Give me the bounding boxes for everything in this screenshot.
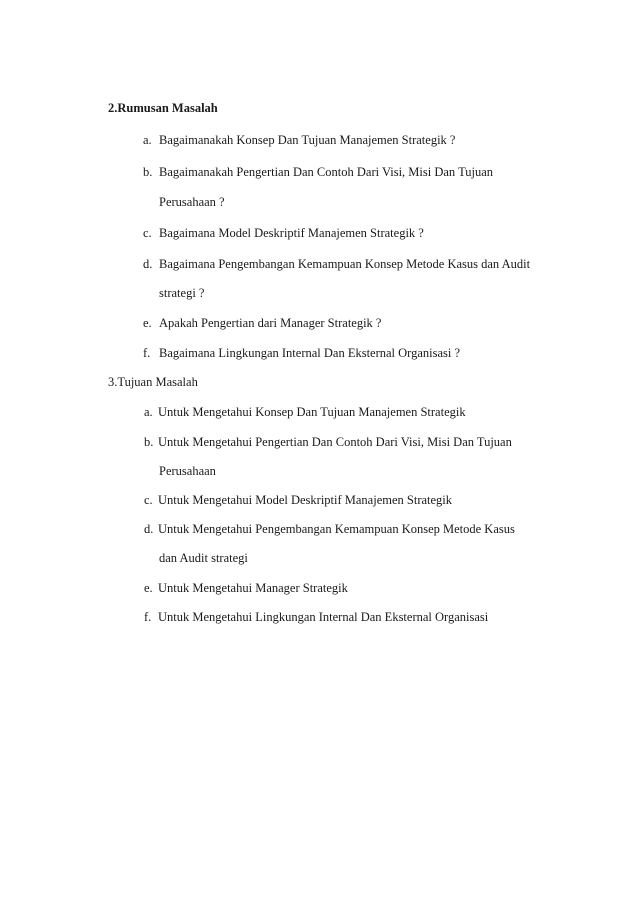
list-marker: b. xyxy=(143,165,153,179)
list-marker: c. xyxy=(144,493,153,507)
section-heading-tujuan-masalah: 3.Tujuan Masalah xyxy=(108,375,198,389)
list-item-text: Untuk Mengetahui Pengembangan Kemampuan Konsep Metode Kasus xyxy=(158,522,515,536)
list-marker: a. xyxy=(144,405,153,419)
list-marker: a. xyxy=(143,133,152,147)
list-item-text: Bagaimana Pengembangan Kemampuan Konsep Metode Kasus dan Audit xyxy=(159,257,531,271)
list-item-text: Untuk Mengetahui Konsep Dan Tujuan Manajemen Strategik xyxy=(158,405,466,419)
list-item-continuation: strategi ? xyxy=(159,286,205,300)
list-item-text: Untuk Mengetahui Pengertian Dan Contoh Dari Visi, Misi Dan Tujuan xyxy=(158,435,512,449)
list-item-continuation: Perusahaan xyxy=(159,464,216,478)
list-marker: c. xyxy=(143,226,152,240)
list-item-text: Untuk Mengetahui Model Deskriptif Manajemen Strategik xyxy=(158,493,453,507)
list-marker: d. xyxy=(144,522,154,536)
section-heading-rumusan-masalah: 2.Rumusan Masalah xyxy=(108,101,218,115)
list-item-text: Bagaimana Model Deskriptif Manajemen Strategik ? xyxy=(159,226,424,240)
list-item-continuation: Perusahaan ? xyxy=(159,195,225,209)
list-item-text: Untuk Mengetahui Manager Strategik xyxy=(158,581,348,595)
list-marker: e. xyxy=(143,316,152,330)
list-item-text: Bagaimanakah Konsep Dan Tujuan Manajemen Strategik ? xyxy=(159,133,456,147)
list-marker: b. xyxy=(144,435,154,449)
list-marker: f. xyxy=(144,610,152,624)
list-marker: d. xyxy=(143,257,153,271)
list-item-text: Apakah Pengertian dari Manager Strategik ? xyxy=(159,316,382,330)
list-item-text: Untuk Mengetahui Lingkungan Internal Dan Eksternal Organisasi xyxy=(158,610,489,624)
list-item-text: Bagaimanakah Pengertian Dan Contoh Dari Visi, Misi Dan Tujuan xyxy=(159,165,494,179)
list-marker: e. xyxy=(144,581,153,595)
list-marker: f. xyxy=(143,346,151,360)
list-item-text: Bagaimana Lingkungan Internal Dan Eksternal Organisasi ? xyxy=(159,346,461,360)
list-item-continuation: dan Audit strategi xyxy=(159,551,248,565)
